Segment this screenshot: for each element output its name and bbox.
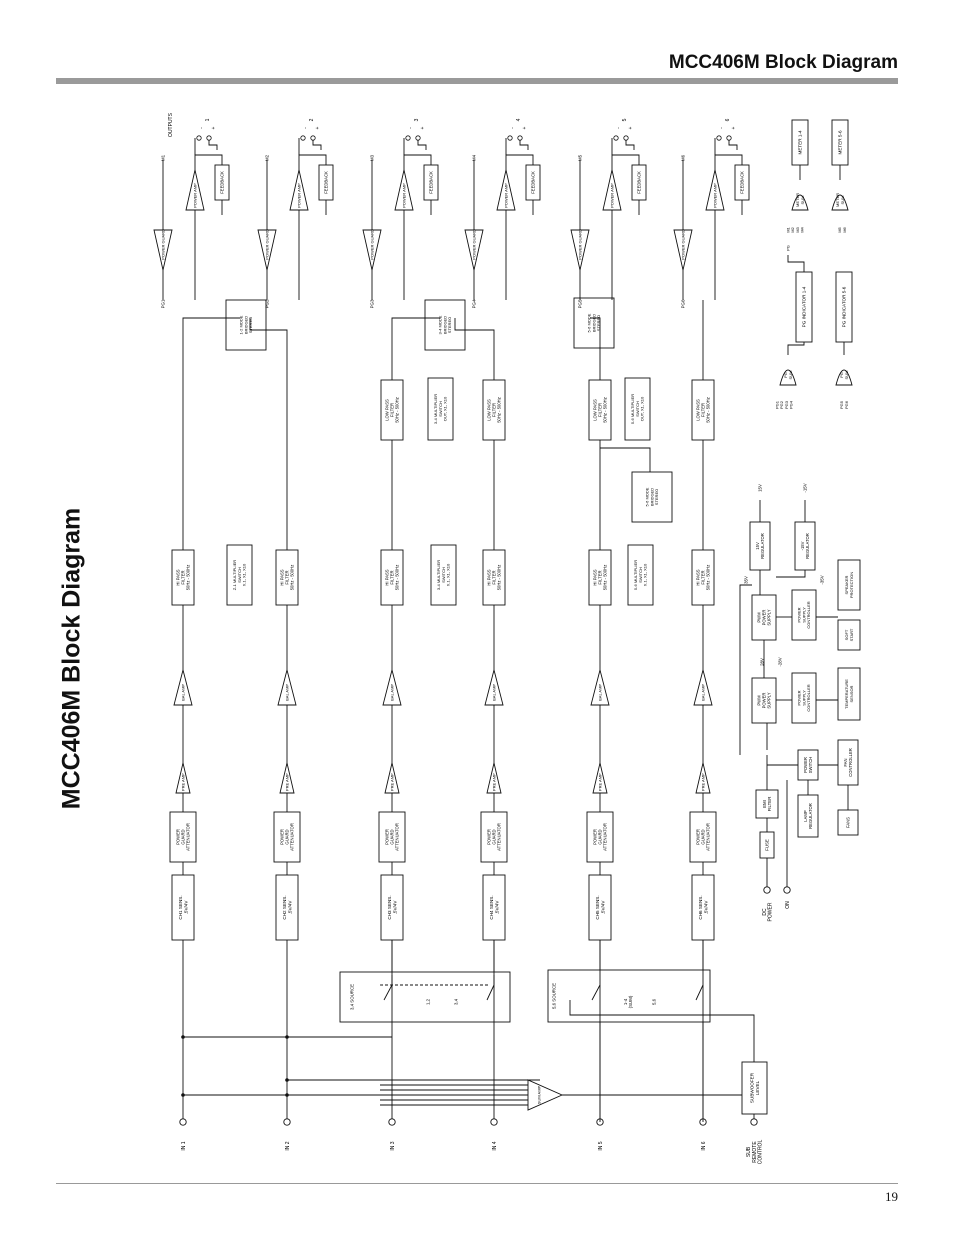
minus: - [407, 127, 414, 129]
meter-tag-1: M1 [160, 154, 166, 162]
pre-amp-2-label: PRE AMP [284, 773, 290, 792]
pg-sum-label: PGSUM [783, 370, 793, 380]
power-amp-2-label: POWER AMP [296, 183, 302, 208]
meter-sum-label-2: METERSUM [835, 193, 845, 207]
sub-remote-label: SUBREMOTECONTROL [745, 1139, 764, 1165]
soft-start-box-label: SOFTSTART [844, 628, 854, 642]
feedback-6-label: FEEDBACK [739, 171, 745, 194]
mult-56-lp-box-label: 5-6 MULTIPLIERSWITCHOUT, X1, X10 [630, 393, 645, 425]
pg-tag-4: PG4 [471, 299, 477, 309]
v35n-label: -35V [819, 575, 825, 585]
pg-tag-5: PG5 [577, 299, 583, 309]
pre-amp-4-label: PRE AMP [491, 773, 497, 792]
sensitivity-box-4-label: CH4 SENS..5V/4V [488, 895, 500, 920]
mult-12-box-label: Z-1 MULTIPLIERSWITCHX.1, X1, X10 [232, 559, 247, 591]
mult-34-lp-box-label: 3-4 MULTIPLIERSWITCHOUT, X1, X10 [433, 393, 448, 425]
meter-tag-5: M5 [577, 154, 583, 162]
emi-filter-box-label: EMIFILTER [761, 796, 773, 812]
terminal [389, 1119, 395, 1125]
ground-wire [626, 140, 634, 150]
pre-amp-1-label: PRE AMP [180, 773, 186, 792]
minus: - [302, 127, 309, 129]
pg-indicator-56-box-label: PG INDICATOR 5-6 [841, 286, 847, 328]
output-jack [727, 136, 731, 140]
speaker-protection-box-label: SPEAKERPROTECTION [844, 571, 854, 599]
power-amp-4-label: POWER AMP [503, 183, 509, 208]
input-label-4: IN 4 [491, 1141, 498, 1151]
output-num-4: 4 [515, 118, 522, 122]
sensitivity-box-6-label: CH6 SENS..5V/4V [697, 895, 709, 920]
sensitivity-box-2-label: CH2 SENS..5V/4V [281, 895, 293, 920]
output-num-5: 5 [621, 118, 628, 122]
wire [776, 570, 805, 577]
pg-tag-6: PG6 [680, 299, 686, 309]
source-34-label: 3,4 SOURCE [349, 983, 355, 1011]
output-jack [508, 136, 512, 140]
bal-amp-3-label: BAL AMP [389, 683, 395, 701]
sensitivity-box-1-label: CH1 SENS..5V/4V [177, 895, 189, 920]
lpf-4-label: LOW PASSFILTER50Hz - 500Hz [486, 397, 502, 423]
power-switch-box-label: POWERSWITCH [802, 756, 813, 774]
ground-wire [729, 140, 737, 150]
meter-input-list-56: M5M6 [837, 227, 847, 233]
input-label-2: IN 2 [284, 1141, 291, 1151]
meter-14-box-label: METER 1-4 [797, 130, 803, 155]
output-jack [518, 136, 522, 140]
power-amp-1-label: POWER AMP [192, 183, 198, 208]
power-guard-5-label: POWER GUARD [577, 229, 583, 260]
power-guard-1-label: POWER GUARD [160, 229, 166, 260]
sum-amp [528, 1080, 562, 1110]
feedback-2-label: FEEDBACK [323, 171, 329, 194]
output-jack [207, 136, 211, 140]
hpf-1-label: HI PASSFILTER50Hz - 500Hz [175, 564, 191, 591]
input-label-6: IN 6 [700, 1141, 707, 1151]
lpf-3-label: LOW PASSFILTER50Hz - 500Hz [384, 397, 400, 423]
v35-label: 35V [743, 576, 749, 584]
output-num-1: 1 [204, 118, 211, 122]
input-label-3: IN 3 [389, 1141, 396, 1151]
power-guard-4-label: POWER GUARD [471, 229, 477, 260]
pre-amp-6-label: PRE AMP [700, 773, 706, 792]
lpf-6-label: LOW PASSFILTER50Hz - 500Hz [695, 397, 711, 423]
ground-wire [520, 140, 528, 150]
mode-56b-box-label: 5-6 MODEBRIDGEDSTEREO [644, 487, 660, 507]
minus: - [615, 127, 622, 129]
meter-tag-6: M6 [680, 154, 686, 162]
pg-indicator-14-box-label: PG INDICATOR 1-4 [801, 286, 807, 328]
sensitivity-box-5-label: CH5 SENS..5V/4V [594, 895, 606, 920]
junction-dot [285, 1078, 289, 1082]
pg-attenuator-4-label: POWERGUARDATTENUATOR [486, 823, 502, 851]
output-num-2: 2 [308, 118, 315, 122]
sub-wire [570, 1000, 754, 1062]
mult-34-hp-box-label: 3-4 MULTIPLIERSWITCHX.1, X1, X10 [436, 559, 451, 591]
wire [788, 342, 804, 355]
mode-34-box-label: 3-4 MODEBRIDGEDSTEREO [437, 315, 453, 335]
plus: + [419, 126, 426, 130]
source-56-label: 5,6 SOURCE [551, 982, 557, 1010]
pg-attenuator-2-label: POWERGUARDATTENUATOR [279, 823, 295, 851]
v15-label: 15V [757, 484, 763, 492]
output-num-6: 6 [724, 118, 731, 122]
output-jack [416, 136, 420, 140]
switch-34b [487, 985, 494, 1000]
wire [600, 448, 650, 472]
ground-wire [209, 140, 217, 150]
pg-tag-1: PG1 [160, 299, 166, 309]
plus: + [314, 126, 321, 130]
power-guard-3-label: POWER GUARD [369, 229, 375, 260]
switch-56b [696, 985, 703, 1000]
output-jack [197, 136, 201, 140]
ground-wire [418, 140, 426, 150]
pre-amp-3-label: PRE AMP [389, 773, 395, 792]
terminal [784, 887, 790, 893]
wire [183, 318, 240, 550]
power-amp-5-label: POWER AMP [609, 183, 615, 208]
mode-12-box-label: 1-2 MODEBRIDGEDSTEREO [238, 315, 254, 335]
minus: - [509, 127, 516, 129]
bal-amp-4-label: BAL AMP [491, 683, 497, 701]
pg-input-list-14: PG1PG2PG3PG4 [774, 400, 794, 410]
hpf-4-label: HI PASSFILTER50Hz - 500Hz [486, 564, 502, 591]
sel-12-label: 1,2 [425, 998, 431, 1006]
v28n-label: -28V [777, 657, 783, 667]
switch-56a [592, 985, 600, 1000]
mult-56-hp-box-label: 5-6 MULTIPLIERSWITCHX.1, X1, X10 [633, 559, 648, 591]
terminal [284, 1119, 290, 1125]
pg-sum-label-2: PGSUM [839, 370, 849, 380]
pg-tag: PG [785, 245, 791, 251]
sel-56-label: 5,6 [651, 998, 657, 1006]
terminal [180, 1119, 186, 1125]
output-jack [624, 136, 628, 140]
page-title: MCC406M Block Diagram [668, 52, 898, 73]
hpf-3-label: HI PASSFILTER50Hz - 500Hz [384, 564, 400, 591]
mode-56-box-label: 5-6 MODEBRIDGEDSTEREO [586, 313, 602, 333]
power-guard-2-label: POWER GUARD [264, 229, 270, 260]
pg-attenuator-1-label: POWERGUARDATTENUATOR [175, 823, 191, 851]
sel-34-label: 3,4 [453, 998, 459, 1006]
lpf-5-label: LOW PASSFILTER50Hz - 500Hz [592, 397, 608, 423]
ps-controller-2-label: POWERSUPPLYCONTROLLER [796, 601, 812, 629]
minus: - [198, 127, 205, 129]
plus: + [521, 126, 528, 130]
sel-14-label: 1-4(SUM) [622, 995, 634, 1009]
fans-box-label: FANS [845, 817, 851, 828]
meter-tag-2: M2 [264, 154, 270, 162]
hpf-6-label: HI PASSFILTER50Hz - 500Hz [695, 564, 711, 591]
power-amp-3-label: POWER AMP [401, 183, 407, 208]
plus: + [730, 126, 737, 130]
power-amp-6-label: POWER AMP [712, 183, 718, 208]
bal-amp-2-label: BAL AMP [284, 683, 290, 701]
pg-tag-2: PG2 [264, 299, 270, 309]
meter-tag-3: M3 [369, 154, 375, 162]
meter-input-list-14: M1M2M3M4 [785, 227, 805, 233]
pwm-supply-2-label: PWMPOWERSUPPLY [756, 609, 772, 626]
feedback-5-label: FEEDBACK [636, 171, 642, 194]
meter-sum-label: METERSUM [795, 193, 805, 207]
feedback-1-label: FEEDBACK [219, 171, 225, 194]
minus: - [718, 127, 725, 129]
ps-controller-1-label: POWERSUPPLYCONTROLLER [796, 684, 812, 712]
sum-amp-label: SUM AMP [536, 1085, 542, 1105]
bal-amp-1-label: BAL AMP [180, 683, 186, 701]
wire [740, 585, 752, 755]
meter-56-box-label: METER 5-6 [837, 130, 843, 155]
output-num-3: 3 [413, 118, 420, 122]
on-label: ON [784, 901, 791, 909]
switch-34a [384, 985, 392, 1000]
v15n-label: -15V [802, 483, 808, 493]
plus: + [210, 126, 217, 130]
footer-rule [56, 1183, 898, 1184]
terminal [751, 1119, 757, 1125]
fuse-box-label: FUSE [764, 839, 770, 851]
subwoofer-level-box-label: SUBWOOFERLEVEL [749, 1072, 760, 1104]
wire [250, 318, 287, 550]
wire [788, 255, 804, 272]
hpf-5-label: HI PASSFILTER50Hz - 500Hz [592, 564, 608, 591]
terminal [764, 887, 770, 893]
terminal [491, 1119, 497, 1125]
lamp-regulator-box-label: LAMPREGULATOR [802, 803, 813, 829]
plus: + [627, 126, 634, 130]
power-guard-6-label: POWER GUARD [680, 229, 686, 260]
pg-attenuator-6-label: POWERGUARDATTENUATOR [695, 823, 711, 851]
pwm-supply-1-label: PWMPOWERSUPPLY [756, 692, 772, 709]
pg-attenuator-5-label: POWERGUARDATTENUATOR [592, 823, 608, 851]
meter-tag-4: M4 [471, 154, 477, 162]
pg-input-list-56: PG5PG6 [839, 400, 849, 410]
temperature-sensor-box-label: TEMPERATURESENSOR [844, 679, 854, 709]
output-jack [717, 136, 721, 140]
output-jack [311, 136, 315, 140]
dc-power-label: DCPOWER [761, 902, 774, 922]
input-label-5: IN 5 [597, 1141, 604, 1151]
page-number: 19 [885, 1189, 898, 1204]
ground-wire [313, 140, 321, 150]
reg-15p-box-label: 15VREGULATOR [754, 533, 765, 559]
input-label-1: IN 1 [180, 1141, 187, 1151]
pg-attenuator-3-label: POWERGUARDATTENUATOR [384, 823, 400, 851]
sensitivity-box-3-label: CH3 SENS..5V/4V [386, 895, 398, 920]
hpf-2-label: HI PASSFILTER50Hz - 500Hz [279, 564, 295, 591]
outputs-label: OUTPUTS [167, 113, 174, 137]
v28-label: 28V [759, 658, 765, 666]
bal-amp-6-label: BAL AMP [700, 683, 706, 701]
output-jack [406, 136, 410, 140]
source-34-box [340, 972, 510, 1022]
reg-15n-box-label: -15VREGULATOR [799, 533, 810, 559]
feedback-3-label: FEEDBACK [428, 171, 434, 194]
output-jack [614, 136, 618, 140]
pre-amp-5-label: PRE AMP [597, 773, 603, 792]
feedback-4-label: FEEDBACK [530, 171, 536, 194]
fan-controller-box-label: FANCONTROLLER [842, 748, 853, 777]
pg-tag-3: PG3 [369, 299, 375, 309]
output-jack [301, 136, 305, 140]
bal-amp-5-label: BAL AMP [597, 683, 603, 701]
